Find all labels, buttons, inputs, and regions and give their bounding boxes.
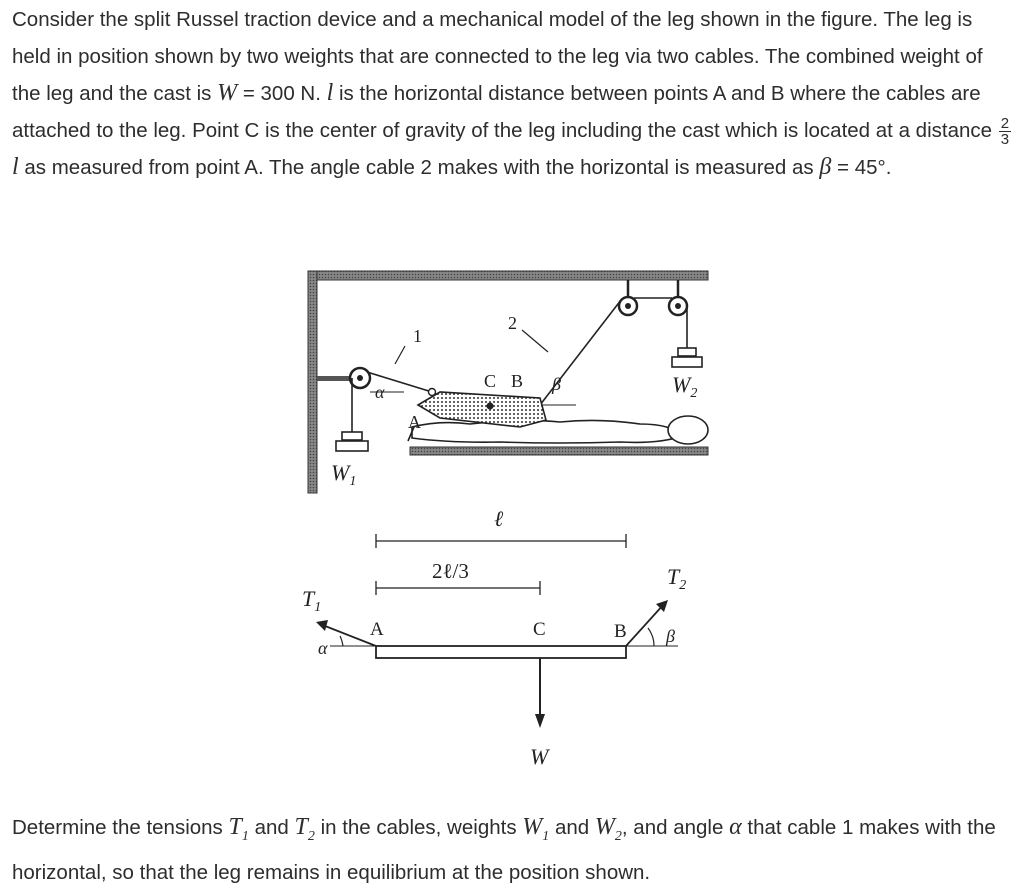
question-text-1: Determine the tensions — [12, 816, 223, 839]
weight-value: = 300 N. — [242, 82, 321, 105]
length-l-label: ℓ — [494, 506, 504, 531]
T2-label: $T_2$ — [667, 564, 687, 593]
dimension-lines — [376, 534, 626, 595]
beta-model-label: β — [666, 626, 675, 646]
question-text-3: , and angle — [621, 816, 724, 839]
patient — [408, 389, 708, 445]
weight-W-label: W — [530, 744, 549, 769]
attach-point-A — [429, 389, 436, 396]
intro-text-1: Consider the split Russel traction device and a mechanical model of the leg shown in the figure. The leg is held in position shown by two weights that are connected to the leg via two cables. The combined weight of the leg and the cast is — [12, 8, 983, 105]
weight-symbol: W — [217, 80, 238, 106]
W1-label: $W_1$ — [331, 460, 357, 489]
W1-symbol: $W_1$ — [522, 814, 550, 844]
bottom-labels — [302, 506, 686, 769]
length-symbol-2: l — [12, 154, 19, 180]
alpha-label: α — [375, 382, 385, 402]
cable-2-label: 2 — [508, 313, 517, 333]
point-C-label: C — [484, 371, 497, 391]
T2-symbol: $T_2$ — [294, 814, 315, 844]
patient-body — [412, 420, 682, 443]
point-A-label: A — [408, 412, 421, 432]
beta-value: = 45°. — [837, 156, 892, 179]
beam — [376, 646, 626, 658]
question-and-2: and — [554, 816, 590, 839]
question-statement — [12, 809, 1014, 892]
bed — [410, 447, 708, 455]
weight-W2 — [672, 348, 702, 367]
fraction-numerator: 2 — [1000, 114, 1010, 132]
W2-symbol: $W_2$ — [594, 814, 622, 844]
alpha-symbol: α — [729, 814, 742, 840]
question-text-2: in the cables, weights — [320, 816, 517, 839]
T1-label: $T_1$ — [302, 586, 322, 615]
intro-text-3: as measured from point A. The angle cable 2 makes with the horizontal is measured as — [24, 156, 814, 179]
beta-symbol: β — [819, 154, 832, 180]
fraction-denominator: 3 — [1000, 130, 1010, 148]
point-A-model-label: A — [370, 619, 384, 640]
T1-symbol: $T_1$ — [228, 814, 249, 844]
question-and-1: and — [254, 816, 289, 839]
weight-W1 — [336, 432, 368, 451]
center-of-gravity-C — [487, 403, 494, 410]
T1-vector — [320, 624, 376, 646]
beta-label: β — [552, 374, 561, 394]
point-B-model-label: B — [614, 621, 627, 642]
W2-label: $W_2$ — [672, 372, 698, 401]
length-symbol: l — [326, 80, 334, 106]
patient-head — [668, 416, 708, 444]
question-text-4: that cable 1 makes with the horizontal, so that the leg remains in equilibrium at the position shown. — [12, 816, 996, 885]
frame-top-bar — [308, 271, 708, 280]
T2-vector — [626, 604, 664, 646]
frame-post — [308, 271, 317, 493]
point-B-label: B — [511, 371, 524, 391]
alpha-model-label: α — [318, 638, 328, 658]
intro-text-2: is the horizontal distance between points A and B where the cables are attached to the leg. Point C is the center of gravity of the leg including the cast which is located at a distance — [12, 82, 993, 142]
length-2l3-label: 2ℓ/3 — [432, 559, 469, 583]
cable-1-label: 1 — [413, 326, 422, 346]
point-C-model-label: C — [533, 619, 546, 640]
leg-cast — [418, 392, 546, 427]
